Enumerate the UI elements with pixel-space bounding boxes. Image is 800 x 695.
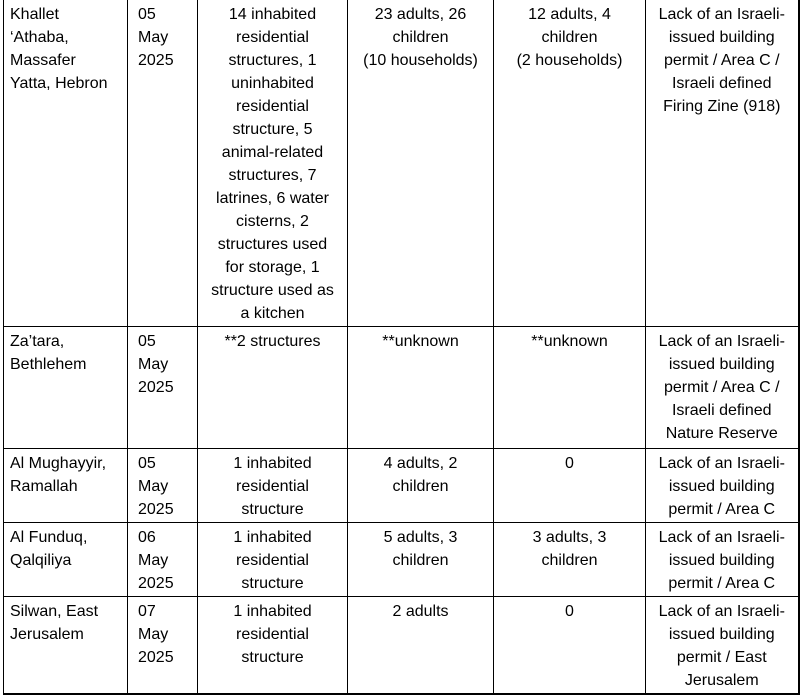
displaced-cell: 23 adults, 26 children (10 households)	[348, 0, 494, 327]
structures-cell: 1 inhabited residential structure	[198, 523, 348, 597]
location-cell: Khallet ‘Athaba, Massafer Yatta, Hebron	[4, 0, 128, 327]
affected-cell: 0	[494, 449, 646, 523]
date-cell: 05 May 2025	[128, 0, 198, 327]
affected-cell: 3 adults, 3 children	[494, 523, 646, 597]
location-cell: Silwan, East Jerusalem	[4, 597, 128, 695]
affected-cell: **unknown	[494, 327, 646, 449]
date-cell: 07 May 2025	[128, 597, 198, 695]
structures-cell: **2 structures	[198, 327, 348, 449]
displaced-cell: **unknown	[348, 327, 494, 449]
affected-cell: 0	[494, 597, 646, 695]
structures-cell: 1 inhabited residential structure	[198, 597, 348, 695]
demolitions-table	[3, 0, 800, 695]
displaced-cell: 2 adults	[348, 597, 494, 695]
structures-cell: 14 inhabited residential structures, 1 uninhabited residential structure, 5 animal-related structures, 7 latrines, 6 water cisterns, 2 structures used for storage, 1 structure used as a kitchen	[198, 0, 348, 327]
reason-cell: Lack of an Israeli- issued building permit / Area C / Israeli defined Firing Zine (918)	[646, 0, 799, 327]
displaced-cell: 4 adults, 2 children	[348, 449, 494, 523]
table-row	[4, 327, 799, 449]
displaced-cell: 5 adults, 3 children	[348, 523, 494, 597]
reason-cell: Lack of an Israeli- issued building permit / Area C	[646, 449, 799, 523]
date-cell: 05 May 2025	[128, 449, 198, 523]
reason-cell: Lack of an Israeli- issued building permit / Area C / Israeli defined Nature Reserve	[646, 327, 799, 449]
date-cell: 06 May 2025	[128, 523, 198, 597]
location-cell: Al Mughayyir, Ramallah	[4, 449, 128, 523]
table-row	[4, 523, 799, 597]
date-cell: 05 May 2025	[128, 327, 198, 449]
affected-cell: 12 adults, 4 children (2 households)	[494, 0, 646, 327]
reason-cell: Lack of an Israeli- issued building permit / East Jerusalem	[646, 597, 799, 695]
table-row	[4, 0, 799, 327]
table-row	[4, 449, 799, 523]
location-cell: Al Funduq, Qalqiliya	[4, 523, 128, 597]
reason-cell: Lack of an Israeli- issued building permit / Area C	[646, 523, 799, 597]
structures-cell: 1 inhabited residential structure	[198, 449, 348, 523]
table-row	[4, 597, 799, 695]
location-cell: Za’tara, Bethlehem	[4, 327, 128, 449]
